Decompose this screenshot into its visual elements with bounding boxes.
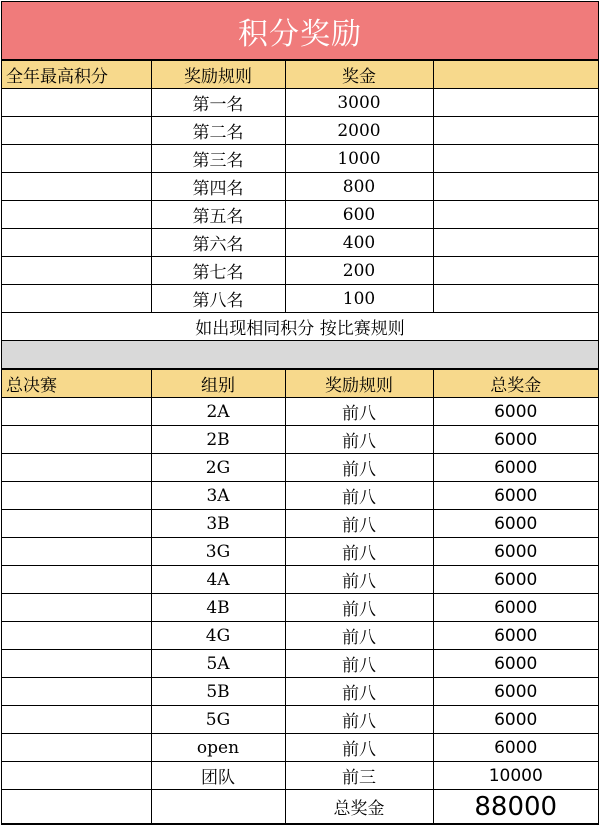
finals-reward-table [2, 369, 598, 824]
group-label: 3B [151, 510, 285, 538]
header-reward-rule: 奖励规则 [151, 61, 285, 89]
note-row [2, 313, 598, 341]
group-rule: 前八 [285, 398, 433, 426]
group-rule: 前八 [285, 454, 433, 482]
rank-label: 第五名 [151, 201, 285, 229]
ranking-row [2, 173, 598, 201]
group-row [2, 426, 598, 454]
rank-prize: 2000 [285, 117, 433, 145]
group-rule: 前八 [285, 678, 433, 706]
group-rule: 前八 [285, 622, 433, 650]
rank-prize: 600 [285, 201, 433, 229]
group-rule: 前八 [285, 566, 433, 594]
rank-label: 第二名 [151, 117, 285, 145]
ranking-row [2, 257, 598, 285]
group-total: 6000 [433, 538, 598, 566]
ranking-row [2, 285, 598, 313]
rank-label: 第三名 [151, 145, 285, 173]
group-label: 5B [151, 678, 285, 706]
ranking-row [2, 229, 598, 257]
group-total: 6000 [433, 734, 598, 762]
ranking-row [2, 201, 598, 229]
group-row [2, 398, 598, 426]
header-total-prize: 总奖金 [433, 370, 598, 398]
group-rule: 前八 [285, 426, 433, 454]
group-label: 4B [151, 594, 285, 622]
grand-total-value: 88000 [433, 790, 598, 824]
group-rule: 前八 [285, 734, 433, 762]
group-label: 4A [151, 566, 285, 594]
group-total: 10000 [433, 762, 598, 790]
header-prize: 奖金 [285, 61, 433, 89]
group-label: 3G [151, 538, 285, 566]
group-row [2, 454, 598, 482]
ranking-row [2, 89, 598, 117]
rank-prize: 800 [285, 173, 433, 201]
group-rule: 前八 [285, 594, 433, 622]
rank-label: 第八名 [151, 285, 285, 313]
group-row [2, 510, 598, 538]
rank-prize: 400 [285, 229, 433, 257]
rank-prize: 100 [285, 285, 433, 313]
rank-prize: 3000 [285, 89, 433, 117]
rank-label: 第一名 [151, 89, 285, 117]
finals-header-row [2, 370, 598, 398]
group-rule: 前八 [285, 706, 433, 734]
group-total: 6000 [433, 454, 598, 482]
group-label: 团队 [151, 762, 285, 790]
rank-label: 第七名 [151, 257, 285, 285]
header-empty [433, 61, 598, 89]
group-row [2, 706, 598, 734]
header-annual-top-points: 全年最高积分 [2, 61, 151, 89]
group-total: 6000 [433, 566, 598, 594]
grand-total-row [2, 790, 598, 824]
group-row [2, 762, 598, 790]
header-group: 组别 [151, 370, 285, 398]
group-rule: 前八 [285, 510, 433, 538]
header-finals-rule: 奖励规则 [285, 370, 433, 398]
group-total: 6000 [433, 482, 598, 510]
group-total: 6000 [433, 510, 598, 538]
grand-total-label: 总奖金 [285, 790, 433, 824]
group-total: 6000 [433, 594, 598, 622]
group-total: 6000 [433, 426, 598, 454]
rank-prize: 200 [285, 257, 433, 285]
rank-prize: 1000 [285, 145, 433, 173]
group-rule: 前八 [285, 650, 433, 678]
tie-rule-note: 如出现相同积分 按比赛规则 [2, 313, 598, 341]
rank-label: 第四名 [151, 173, 285, 201]
points-header-row [2, 61, 598, 89]
group-row [2, 622, 598, 650]
group-label: 2G [151, 454, 285, 482]
spreadsheet [1, 1, 599, 825]
group-row [2, 594, 598, 622]
ranking-row [2, 117, 598, 145]
group-rule: 前三 [285, 762, 433, 790]
header-finals: 总决赛 [2, 370, 151, 398]
ranking-row [2, 145, 598, 173]
page-title: 积分奖励 [2, 2, 598, 60]
group-label: 2B [151, 426, 285, 454]
group-total: 6000 [433, 650, 598, 678]
group-row [2, 482, 598, 510]
group-label: 2A [151, 398, 285, 426]
group-row [2, 678, 598, 706]
group-rule: 前八 [285, 538, 433, 566]
section-divider [2, 341, 598, 369]
group-label: 5G [151, 706, 285, 734]
group-label: 3A [151, 482, 285, 510]
group-total: 6000 [433, 398, 598, 426]
group-total: 6000 [433, 678, 598, 706]
group-row [2, 566, 598, 594]
rank-label: 第六名 [151, 229, 285, 257]
group-label: open [151, 734, 285, 762]
group-total: 6000 [433, 622, 598, 650]
group-total: 6000 [433, 706, 598, 734]
group-row [2, 538, 598, 566]
group-row [2, 650, 598, 678]
points-reward-table [2, 60, 598, 369]
group-row [2, 734, 598, 762]
group-rule: 前八 [285, 482, 433, 510]
group-label: 5A [151, 650, 285, 678]
group-label: 4G [151, 622, 285, 650]
